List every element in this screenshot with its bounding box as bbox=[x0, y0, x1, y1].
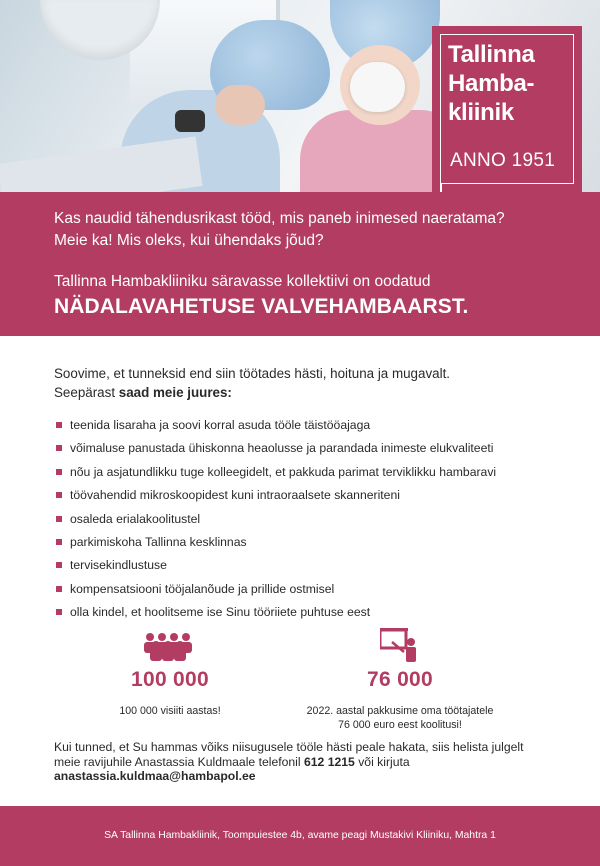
logo-anno: ANNO 1951 bbox=[450, 150, 556, 171]
bullet-icon bbox=[56, 516, 62, 522]
list-item: olla kindel, et hoolitseme ise Sinu tööriiete puhtuse eest bbox=[56, 604, 576, 627]
benefits-list bbox=[56, 417, 576, 628]
list-item: võimaluse panustada ühiskonna heaolusse ja parandada inimeste elukvaliteeti bbox=[56, 440, 576, 463]
list-item: nõu ja asjatundlikku tuge kolleegidelt, et pakkuda parimat terviklikku hambaravi bbox=[56, 464, 576, 487]
logo-name: Tallinna Hamba- kliinik bbox=[448, 41, 535, 126]
bullet-icon bbox=[56, 445, 62, 451]
list-item: kompensatsiooni tööjalanõude ja prillide ostmisel bbox=[56, 581, 576, 604]
stat-training bbox=[300, 628, 500, 732]
bullet-icon bbox=[56, 586, 62, 592]
headline-banner bbox=[0, 192, 600, 336]
banner-question: Kas naudid tähendusrikast tööd, mis paneb inimesed naeratama? Meie ka! Mis oleks, kui ühendaks jõud? bbox=[54, 210, 505, 249]
footer-address: SA Tallinna Hambakliinik, Toompuiestee 4b, avame peagi Mustakivi Kliiniku, Mahtra 1 bbox=[0, 806, 600, 866]
intro-text: Soovime, et tunneksid end siin töötades hästi, hoituna ja mugavalt. Seepärast saad meie juures: bbox=[54, 366, 451, 400]
bullet-icon bbox=[56, 492, 62, 498]
bullet-icon bbox=[56, 469, 62, 475]
list-item: töövahendid mikroskoopidest kuni intraoraalsete skanneriteni bbox=[56, 487, 576, 510]
bullet-icon bbox=[56, 562, 62, 568]
bullet-icon bbox=[56, 422, 62, 428]
list-item: teenida lisaraha ja soovi korral asuda tööle täistööajaga bbox=[56, 417, 576, 440]
stat-training-caption: 2022. aastal pakkusime oma töötajatele 76 000 euro eest koolitusi! bbox=[306, 705, 494, 731]
contact-text: Kui tunned, et Su hammas võiks niisugusele tööle hästi peale hakata, siis helista julgelt meie ravijuhile Anastassia Kuldmaale telefonil 612 1215 või kirjuta anastassia.kuldmaa@hambapol.ee bbox=[54, 740, 524, 783]
stat-visits-value: 100 000 bbox=[130, 668, 209, 691]
list-item: parkimiskoha Tallinna kesklinnas bbox=[56, 534, 576, 557]
list-item: osaleda erialakoolitustel bbox=[56, 511, 576, 534]
stat-visits bbox=[90, 628, 250, 718]
stat-training-value: 76 000 bbox=[366, 668, 434, 691]
presentation-teacher-icon bbox=[380, 628, 420, 662]
group-people-icon bbox=[141, 628, 199, 662]
position-title: NÄDALAVAHETUSE VALVEHAMBAARST. bbox=[54, 295, 469, 318]
phone-number[interactable]: 612 1215 bbox=[303, 754, 355, 769]
stat-visits-caption: 100 000 visiiti aastas! bbox=[119, 705, 221, 717]
list-item: tervisekindlustuse bbox=[56, 557, 576, 580]
email-link[interactable]: anastassia.kuldmaa@hambapol.ee bbox=[54, 769, 256, 783]
bullet-icon bbox=[56, 539, 62, 545]
banner-lead: Tallinna Hambakliiniku säravasse kollektiivi on oodatud bbox=[54, 273, 431, 290]
bullet-icon bbox=[56, 609, 62, 615]
